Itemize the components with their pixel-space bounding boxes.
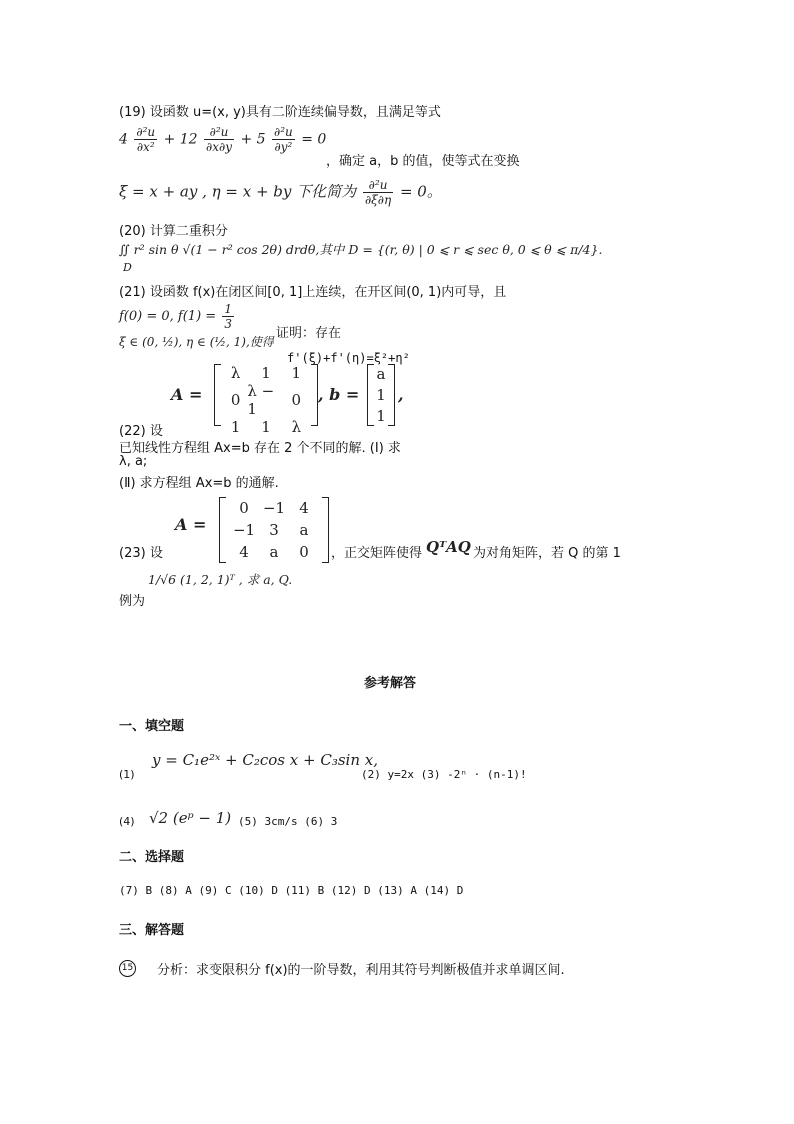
q23-after: ，正交矩阵使得 — [331, 546, 423, 561]
frac-uxy: $\frac{\text{∂²u}}{\partial x\partial y}$ — [206, 125, 232, 154]
answer-15-number: 15 — [119, 959, 136, 977]
eq-zero: = 0 — [301, 131, 327, 148]
q19-line1: (19) 设函数 u=(x, y)具有二阶连续偏导数，且满足等式 — [119, 105, 441, 120]
q22-line3: λ, a; — [119, 454, 148, 469]
frac-uxx: $\frac{\text{∂²u}}{\text{∂x²}}$ — [136, 125, 156, 154]
answers-2-3: (2) y=2x (3) -2ⁿ · (n-1)! — [361, 768, 527, 781]
q22-b-label: , b = — [318, 385, 360, 404]
answer-1-label: (1) — [119, 768, 135, 781]
section-fill-blank: 一、填空题 — [119, 719, 185, 734]
q22-matrix-b: a 1 1 — [367, 364, 395, 426]
q23-qaq: QᵀAQ — [426, 538, 471, 556]
q21-conclusion: f'(ξ)+f'(η)=ξ²+η² — [287, 351, 410, 365]
q19-transform: ξ = x + ay , η = x + by 下化简为 $\frac{\text{∂²u}}{\partial\xi\partial\eta}$ = 0。 — [119, 178, 442, 207]
answers-title: 参考解答 — [364, 676, 417, 691]
q22-line2: 已知线性方程组 Ax=b 存在 2 个不同的解. (Ⅰ) 求 — [119, 441, 401, 456]
q21-condition: f(0) = 0, f(1) = $\frac{1}{3}$ — [119, 302, 232, 331]
choice-answers: (7) B (8) A (9) C (10) D (11) B (12) D (13) A (14) D — [119, 884, 464, 897]
q19-equation — [119, 125, 326, 154]
q23-line2: 例为 — [119, 594, 146, 609]
answer-4-formula: √2 (eᵖ − 1) — [149, 809, 232, 827]
coef-5: + 5 — [240, 131, 266, 148]
section-solution: 三、解答题 — [119, 923, 185, 938]
q21-prove: 证明：存在 — [276, 326, 342, 341]
q23-diag: 为对角矩阵，若 Q 的第 1 — [473, 546, 621, 561]
q23-line1: (23) 设 — [119, 546, 163, 561]
q22-matrix-a: λ 1 1 0 λ − 1 0 1 1 λ — [214, 364, 318, 426]
q23-matrix-a: 0 −1 4 −1 3 a 4 a 0 — [219, 497, 329, 563]
q21-line1: (21) 设函数 f(x)在闭区间[0, 1]上连续，在开区间(0, 1)内可导，且 — [119, 285, 507, 300]
q19-after-eq: ，确定 a，b 的值，使等式在变换 — [326, 154, 520, 169]
answer-4-label: (4) — [119, 815, 135, 828]
q21-xi-eta: ξ ∈ (0, ½), η ∈ (½, 1),使得 — [119, 335, 274, 349]
q22-line4: (Ⅱ) 求方程组 Ax=b 的通解. — [119, 476, 279, 491]
answer-1-formula: y = C₁e²ˣ + C₂cos x + C₃sin x, — [152, 751, 378, 769]
coef-12: + 12 — [163, 131, 198, 148]
q23-column: 1/√6 (1, 2, 1)ᵀ , 求 a, Q. — [148, 572, 293, 587]
q22-line1: (22) 设 — [119, 424, 163, 439]
answers-5-6: (5) 3cm/s (6) 3 — [238, 815, 338, 828]
q23-a-label: A = — [175, 515, 207, 534]
q22-a-label: A = — [171, 385, 203, 404]
q20-line1: (20) 计算二重积分 — [119, 224, 228, 239]
q20-subscript-d: D — [123, 261, 132, 274]
coef-4: 4 — [119, 131, 128, 148]
q20-integral: ∬ r² sin θ √(1 − r² cos 2θ) drdθ,其中 D = {(r, θ) | 0 ⩽ r ⩽ sec θ, 0 ⩽ θ ⩽ π/4}. — [119, 242, 603, 257]
q22-comma: , — [398, 385, 404, 404]
frac-uyy: $\frac{\text{∂²u}}{\text{∂y²}}$ — [274, 125, 293, 154]
section-choice: 二、选择题 — [119, 850, 185, 865]
answer-15-text: 分析：求变限积分 f(x)的一阶导数，利用其符号判断极值并求单调区间. — [157, 963, 565, 978]
